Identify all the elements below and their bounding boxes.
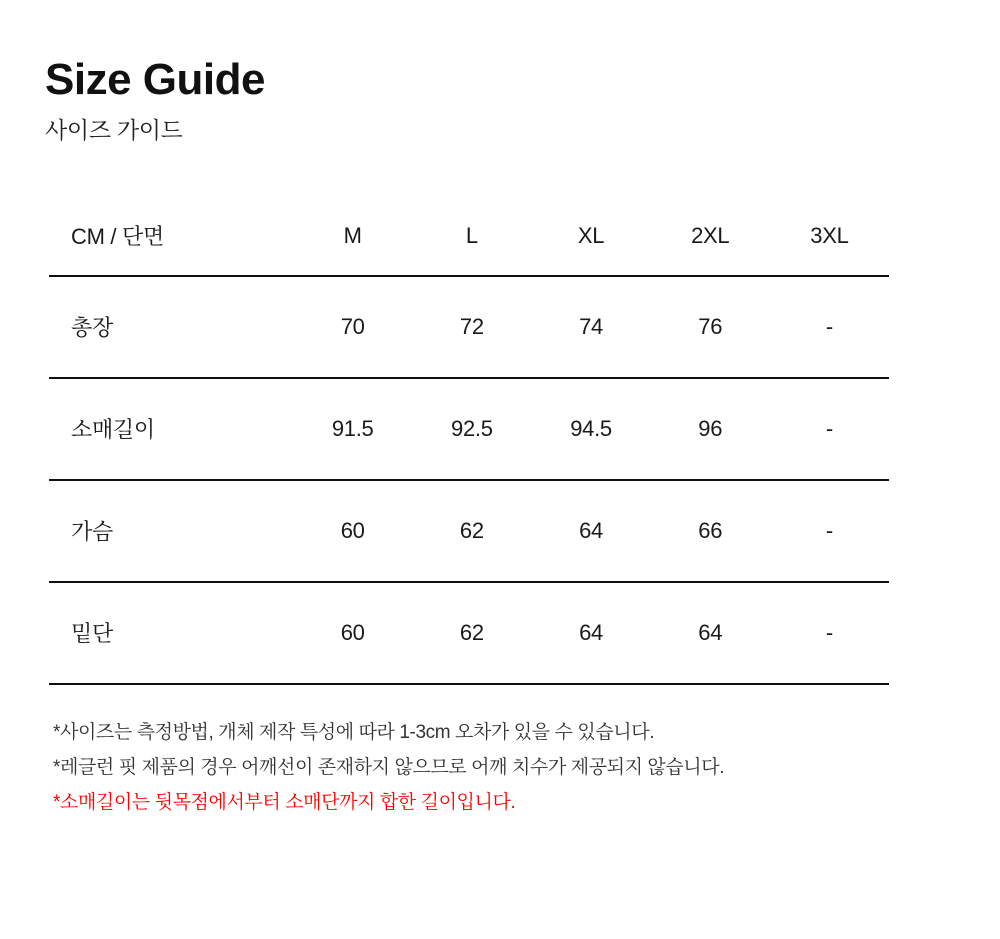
row-label: 총장 [71, 315, 113, 341]
note-item: *사이즈는 측정방법, 개체 제작 특성에 따라 1-3cm 오차가 있을 수 있습니다. [53, 721, 655, 743]
page-title: Size Guide [45, 55, 265, 104]
table-row [49, 276, 889, 378]
cell-value: 74 [579, 313, 603, 339]
column-header-2xl: 2XL [651, 197, 770, 276]
table-header [49, 197, 889, 276]
cell-value: 91.5 [331, 415, 374, 441]
cell-value: 76 [698, 313, 723, 339]
cell-value: 96 [698, 415, 723, 441]
cell-value: 64 [579, 619, 603, 645]
table-row [49, 378, 889, 480]
notes-section [53, 715, 940, 820]
page-subtitle: 사이즈 가이드 [45, 116, 183, 143]
cell-value: - [825, 313, 833, 339]
cell-value: 60 [340, 619, 365, 645]
cell-value: 62 [459, 517, 484, 543]
cell-value: 66 [698, 517, 723, 543]
cell-value: - [825, 415, 833, 441]
column-header-measure: CM / 단면 [49, 197, 293, 276]
column-header-m: M [293, 197, 412, 276]
table-header-row [49, 197, 889, 276]
row-label: 소매길이 [71, 417, 155, 443]
cell-value: - [825, 517, 833, 543]
table-row [49, 480, 889, 582]
row-label: 가슴 [71, 519, 113, 545]
cell-value: 70 [340, 313, 365, 339]
column-header-xl: XL [531, 197, 650, 276]
cell-value: 64 [579, 517, 603, 543]
note-item: *레글런 핏 제품의 경우 어깨선이 존재하지 않으므로 어깨 치수가 제공되지 않습니다. [53, 756, 725, 778]
note-item-highlight: *소매길이는 뒷목점에서부터 소매단까지 합한 길이입니다. [53, 791, 516, 813]
table-row [49, 582, 889, 684]
cell-value: 64 [698, 619, 723, 645]
cell-value: - [825, 619, 833, 645]
cell-value: 60 [340, 517, 365, 543]
cell-value: 72 [459, 313, 484, 339]
size-chart-table [49, 197, 889, 685]
table-body [49, 276, 889, 684]
column-header-3xl: 3XL [770, 197, 889, 276]
column-header-l: L [412, 197, 531, 276]
cell-value: 92.5 [451, 415, 493, 441]
row-label: 밑단 [71, 621, 113, 647]
cell-value: 62 [459, 619, 484, 645]
cell-value: 94.5 [570, 415, 612, 441]
